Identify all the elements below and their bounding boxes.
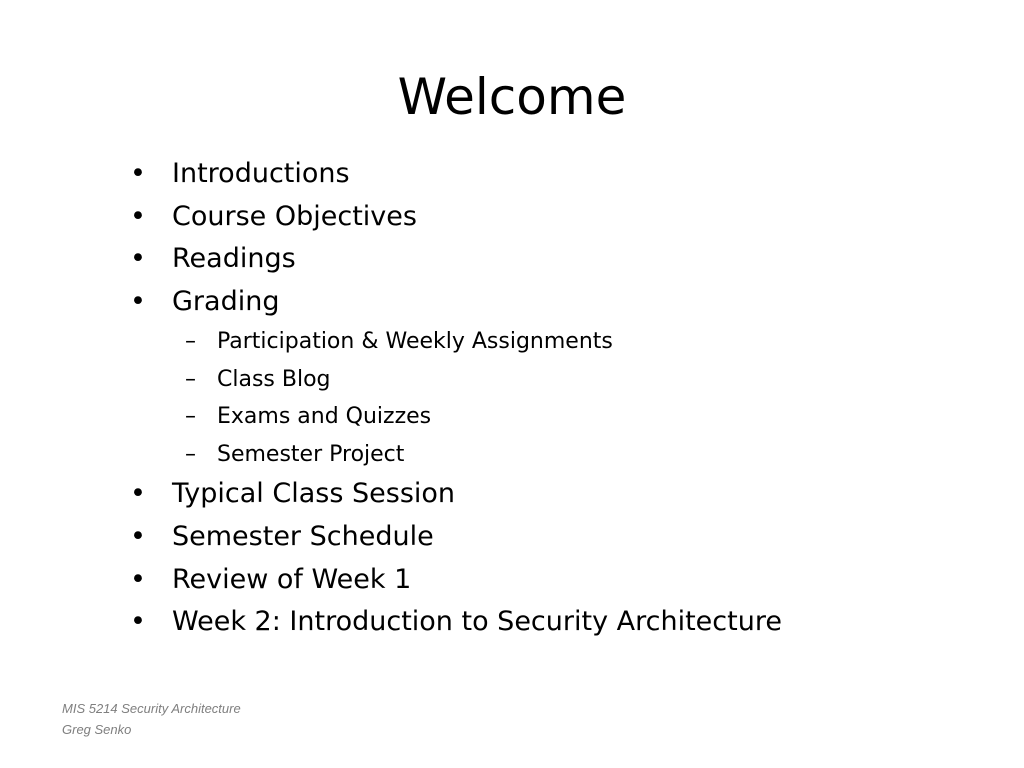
sub-item-participation xyxy=(130,323,950,361)
bullet-marker: • xyxy=(130,285,146,317)
sub-item-text: Class Blog xyxy=(217,366,331,392)
bullet-item-introductions xyxy=(130,153,950,196)
bullet-item-week-2 xyxy=(130,601,950,644)
bullet-marker: • xyxy=(130,158,146,189)
bullet-marker: • xyxy=(130,606,146,638)
sub-item-text: Semester Project xyxy=(217,441,405,467)
bullet-text: Grading xyxy=(172,285,280,317)
dash-marker: – xyxy=(185,404,196,430)
bullet-item-readings xyxy=(130,238,950,281)
bullet-text: Typical Class Session xyxy=(172,478,456,510)
sub-item-text: Exams and Quizzes xyxy=(217,404,432,430)
bullet-item-review-week-1 xyxy=(130,559,950,602)
dash-marker: – xyxy=(185,329,196,355)
bullet-marker: • xyxy=(130,243,146,275)
sub-item-semester-project xyxy=(130,436,950,474)
bullet-text: Introductions xyxy=(172,158,350,189)
slide-title: Welcome xyxy=(397,68,627,126)
bullet-item-grading xyxy=(130,281,950,324)
bullet-marker: • xyxy=(130,200,146,232)
bullet-text: Semester Schedule xyxy=(172,520,434,552)
sub-item-class-blog xyxy=(130,361,950,399)
bullet-item-semester-schedule xyxy=(130,516,950,559)
bullet-text: Week 2: Introduction to Security Architecture xyxy=(172,606,782,638)
bullet-text: Review of Week 1 xyxy=(172,563,412,595)
footer-course: MIS 5214 Security Architecture xyxy=(62,701,241,716)
bullet-item-course-objectives xyxy=(130,196,950,239)
grading-sublist-container xyxy=(130,323,950,473)
sub-item-text: Participation & Weekly Assignments xyxy=(217,329,613,355)
bullet-marker: • xyxy=(130,520,146,552)
bullet-list xyxy=(130,153,950,644)
bullet-marker: • xyxy=(130,563,146,595)
slide-footer xyxy=(62,698,241,740)
bullet-text: Course Objectives xyxy=(172,200,417,232)
bullet-marker: • xyxy=(130,478,146,510)
bullet-item-typical-class-session xyxy=(130,473,950,516)
sub-item-exams xyxy=(130,398,950,436)
bullet-text: Readings xyxy=(172,243,296,275)
dash-marker: – xyxy=(185,441,196,467)
dash-marker: – xyxy=(185,366,196,392)
footer-author: Greg Senko xyxy=(62,722,132,737)
grading-sublist xyxy=(130,323,950,473)
